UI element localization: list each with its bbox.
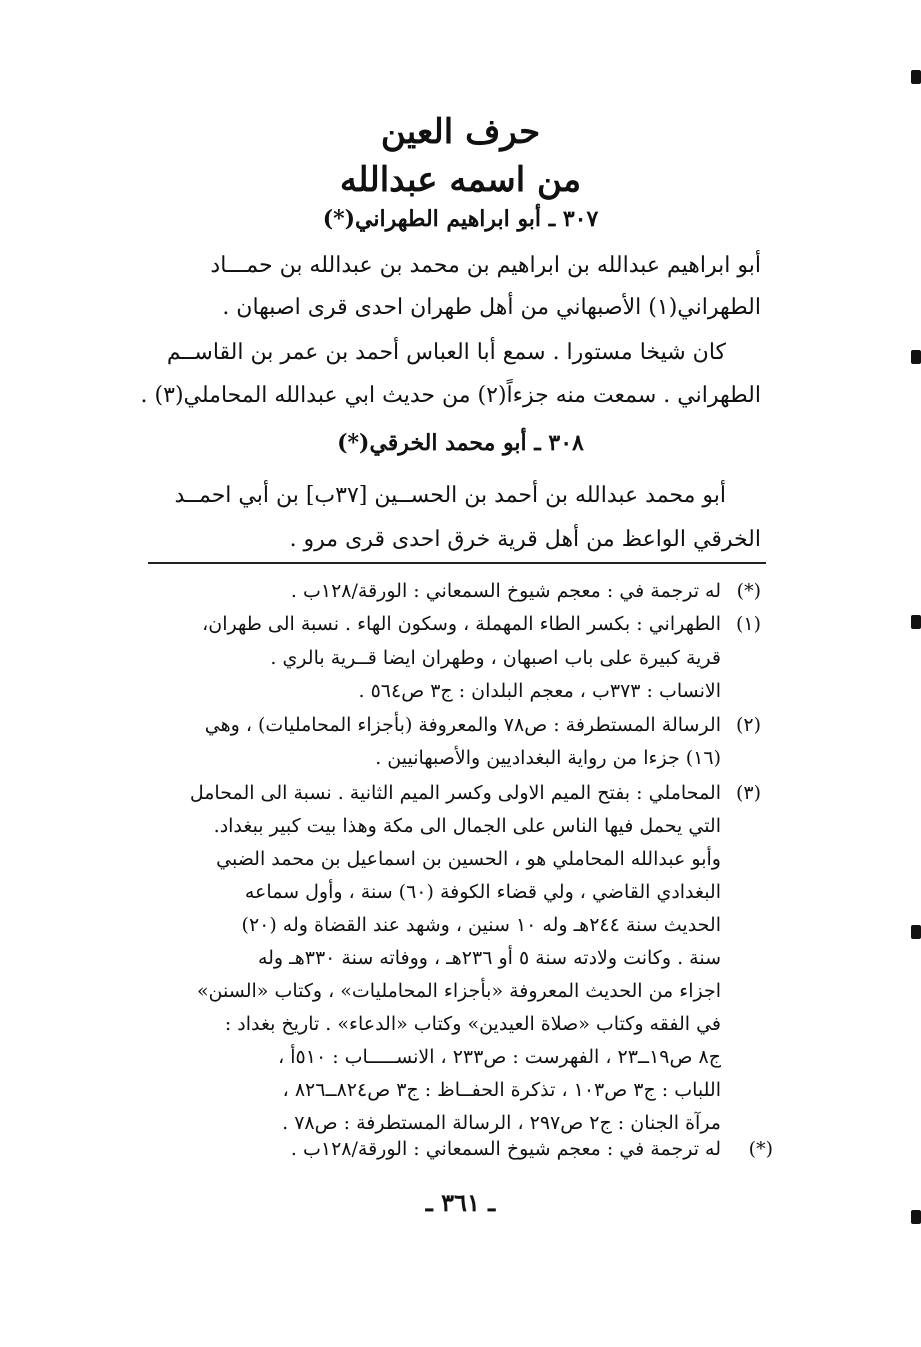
- footnote-mark: (*): [736, 580, 761, 602]
- footnote-line: التي يحمل فيها الناس على الجمال الى مكة وهذا بيت كبير ببغداد.: [213, 815, 721, 837]
- entry-308-line-1: أبو محمد عبدالله بن أحمد بن الحســين [٣٧ب] بن أبي احمــد: [174, 483, 726, 508]
- footnote-line: له ترجمة في : معجم شيوخ السمعاني : الورقة/١٢٨ب .: [290, 580, 721, 602]
- entry-307-heading: ٣٠٧ ـ أبو ابراهيم الطهراني(*): [322, 206, 599, 232]
- footnote-line: (١٦) جزءا من رواية البغداديين والأصبهانيين .: [375, 747, 721, 769]
- footnote-separator: [148, 562, 766, 564]
- section-heading: من اسمه عبدالله: [339, 160, 582, 200]
- footnote-line: له ترجمة في : معجم شيوخ السمعاني : الورقة/١٢٨ب .: [290, 1138, 721, 1160]
- footnote-line: البغدادي القاضي ، ولي قضاء الكوفة (٦٠) سنة ، وأول سماعه: [244, 881, 721, 903]
- chapter-letter-heading: حرف العين: [380, 112, 541, 152]
- footnote-mark: (٣): [735, 782, 761, 804]
- footnote-line: المحاملي : بفتح الميم الاولى وكسر الميم الثانية . نسبة الى المحامل: [189, 782, 721, 804]
- footnote-line: الرسالة المستطرفة : ص٧٨ والمعروفة (بأجزاء المحامليات) ، وهي: [204, 714, 721, 736]
- footnote-line: ج٨ ص١٩ــ٢٣ ، الفهرست : ص٢٣٣ ، الانســـــاب : ٥١٠أ ،: [278, 1046, 721, 1068]
- footnote-line: الطهراني : بكسر الطاء المهملة ، وسكون الهاء . نسبة الى طهران،: [202, 613, 721, 635]
- footnote-line: في الفقه وكتاب «صلاة العيدين» وكتاب «الدعاء» . تاريخ بغداد :: [224, 1013, 721, 1035]
- entry-308-line-2: الخرقي الواعظ من أهل قرية خرق احدى قرى مرو .: [289, 527, 761, 552]
- footnote-mark: (٢): [735, 714, 761, 736]
- footnote-line: الحديث سنة ٢٤٤هـ وله ١٠ سنين ، وشهد عند القضاة وله (٢٠): [241, 914, 721, 936]
- footnote-mark: (١): [735, 613, 761, 635]
- footnote-mark: (*): [748, 1138, 773, 1160]
- footnote-line: اللباب : ج٣ ص١٠٣ ، تذكرة الحفــاظ : ج٣ ص٨٢٤ــ٨٢٦ ،: [282, 1079, 721, 1101]
- footnote-line: قرية كبيرة على باب اصبهان ، وطهران ايضا قــرية بالري .: [270, 647, 721, 669]
- footnote-line: وأبو عبدالله المحاملي هو ، الحسين بن اسماعيل بن محمد الضبي: [216, 848, 721, 870]
- footnote-line: اجزاء من الحديث المعروفة «بأجزاء المحامليات» ، وكتاب «السنن»: [196, 980, 721, 1002]
- page-number: ـ ٣٦١ ـ: [425, 1188, 496, 1217]
- scan-edge-mark: [911, 350, 921, 364]
- footnote-line: الانساب : ٣٧٣ب ، معجم البلدان : ج٣ ص٥٦٤ .: [358, 680, 721, 702]
- scan-edge-mark: [911, 925, 921, 939]
- entry-307-line-1: أبو ابراهيم عبدالله بن ابراهيم بن محمد بن عبدالله بن حمـــاد: [210, 253, 761, 278]
- entry-307-line-2: الطهراني(١) الأصبهاني من أهل طهران احدى قرى اصبهان .: [222, 295, 761, 320]
- footnote-line: مرآة الجنان : ج٢ ص٢٩٧ ، الرسالة المستطرفة : ص٧٨ .: [282, 1112, 721, 1134]
- footnote-line: سنة . وكانت ولادته سنة ٥ أو ٢٣٦هـ ، ووفاته سنة ٣٣٠هـ وله: [257, 947, 721, 969]
- entry-307-line-4: الطهراني . سمعت منه جزءاً(٢) من حديث ابي عبدالله المحاملي(٣) .: [140, 383, 761, 408]
- scan-edge-mark: [911, 70, 921, 84]
- entry-307-line-3: كان شيخا مستورا . سمع أبا العباس أحمد بن عمر بن القاســم: [166, 340, 726, 365]
- entry-308-heading: ٣٠٨ ـ أبو محمد الخرقي(*): [337, 430, 584, 456]
- scan-edge-mark: [911, 615, 921, 629]
